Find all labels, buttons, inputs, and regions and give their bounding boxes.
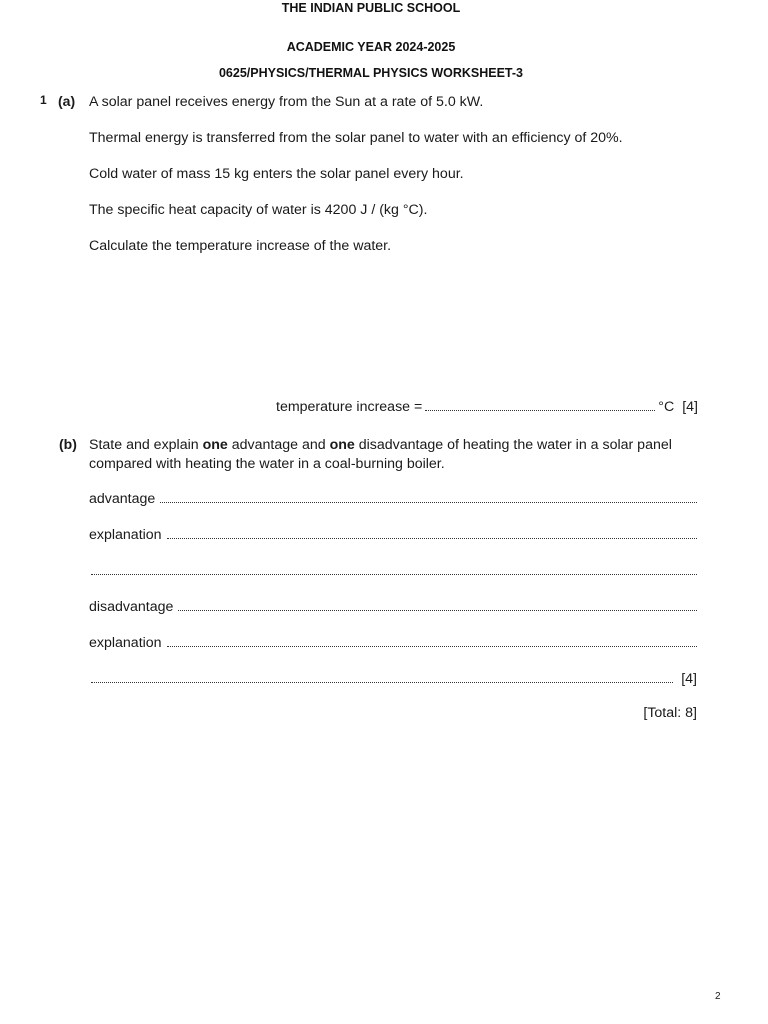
explanation-answer-field-2[interactable] [167,634,697,647]
advantage-answer-field[interactable] [160,490,697,503]
explanation-continuation-field[interactable] [91,562,697,575]
disadvantage-label: disadvantage [89,599,174,615]
disadvantage-answer-field[interactable] [178,598,697,611]
part-b-label: (b) [59,436,77,452]
header-academic-year: ACADEMIC YEAR 2024-2025 [286,40,456,54]
part-b-prompt-line-2: compared with heating the water in a coal-burning boiler. [89,456,445,472]
part-a-label: (a) [58,93,76,109]
part-a-marks: [4] [682,399,698,415]
question-number: 1 [40,93,47,107]
disadvantage-row [89,598,697,615]
final-answer-row [89,670,697,687]
part-a-line-4: The specific heat capacity of water is 4200 J / (kg °C). [89,202,428,218]
part-a-line-2: Thermal energy is transferred from the solar panel to water with an efficiency of 20%. [89,130,623,146]
advantage-label: advantage [89,491,156,507]
header-school: THE INDIAN PUBLIC SCHOOL [281,1,461,15]
total-marks: [Total: 8] [643,705,697,721]
explanation-label-1: explanation [89,527,162,543]
part-a-line-1: A solar panel receives energy from the Sun at a rate of 5.0 kW. [89,94,484,110]
part-b-prompt-mid: advantage and [227,437,330,453]
part-b-prompt-post: disadvantage of heating the water in a solar panel [354,437,672,453]
explanation-answer-field-1[interactable] [167,526,697,539]
explanation-row-1 [89,526,697,543]
page-number: 2 [715,991,721,1002]
part-a-line-5: Calculate the temperature increase of the water. [89,238,392,254]
advantage-row [89,490,697,507]
final-answer-field[interactable] [91,670,673,683]
temperature-answer-label: temperature increase = [276,399,423,415]
explanation-row-2 [89,634,697,651]
part-b-prompt-pre: State and explain [89,437,203,453]
temperature-answer-field[interactable] [425,398,655,411]
part-b-marks: [4] [681,671,697,687]
temperature-answer-row [276,398,698,415]
explanation-continuation-row [89,562,697,575]
explanation-label-2: explanation [89,635,162,651]
temperature-unit: °C [658,399,675,415]
part-b-prompt-bold-2: one [329,437,355,453]
part-b-prompt-bold-1: one [202,437,228,453]
part-a-line-3: Cold water of mass 15 kg enters the solar panel every hour. [89,166,464,182]
part-b-prompt-line-1 [89,436,672,454]
header-worksheet-title: 0625/PHYSICS/THERMAL PHYSICS WORKSHEET-3 [218,66,523,80]
